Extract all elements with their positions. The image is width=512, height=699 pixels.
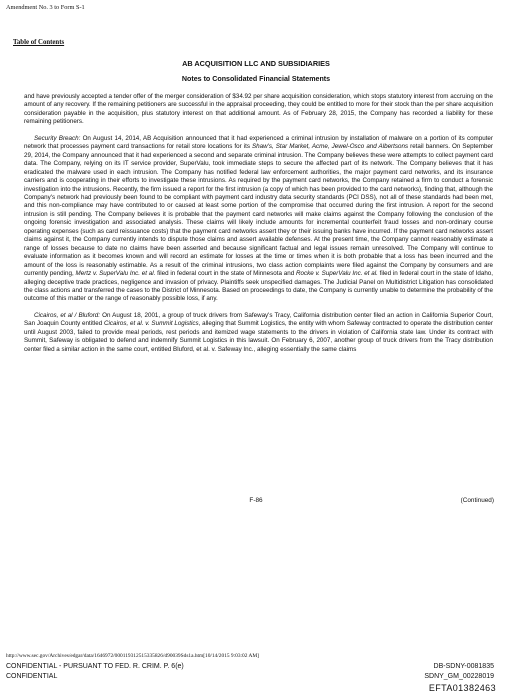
security-breach-text-b: retail banners. On September 29, 2014, the Company announced that it had experienced a second and separate criminal intrusion. The Company believes these were attempts to collect payment card data. The Company, relying on its IT service provider, SuperValu, took immediate steps to secure the affected part of its network. The Company believes that it has eradicated the malware used in each intrusion. The Company has notified federal law enforcement authorities, the major payment card networks, and its insurance carriers and is cooperating in their efforts to investigate these intrusions. As required by the payment card networks, the Company retained a firm to conduct a forensic investigation into the intrusions. Recently, the firm issued a report for the first intrusion (a copy of which has been provided to the card networks), finding that, although the Company's network had previously been found to be compliant with payment card industry data security standards (PCI DSS), not all of these standards had been met, and this non-compliance may have contributed to or caused at least some portion of the compromise that occurred during the first intrusion. A report for the second intrusion is still pending. The Company believes it is probable that the payment card networks will make claims against the Company following the conclusion of the ongoing forensic investigation and associated analysis. These claims will likely include amounts for incremental counterfeit fraud losses and non-ordinary course operating expenses (such as card reissuance costs) that the payment card networks assert they or their issuing banks have incurred. If the payment card networks assert claims against it, the Company currently intends to dispute those claims and assert available defenses. At the present time, the Company cannot reasonably estimate a range of losses because to date no claims have been asserted and because significant factual and legal issues remain unresolved. The Company will continue to evaluate information as it becomes known and will record an estimate for losses at the time or times when it is both probable that a loss has been incurred and the amount of the loss is reasonably estimable. As a result of the criminal intrusions, two class action complaints were filed against the Company by consumers and are currently pending, [24,143,494,278]
bates-number-sdny: SDNY_GM_00228019 [424,673,494,680]
continued-label: (Continued) [460,497,494,504]
paragraph-appraisal-text: and have previously accepted a tender offer of the merger consideration of $34.92 per share acquisition consideration, which stops statutory interest from accruing on the amount of any recovery. If the remaining petitioners are successful in the appraisal proceeding, they could be entitled to more for their stock than the per share acquisition consideration payable in the acquisition, plus statutory interest on that additional amount. As of February 28, 2015, the Company has recorded a liability for these remaining petitioners. [24,93,493,126]
paragraph-security-breach [24,135,493,304]
paragraph-cicairos [24,312,493,354]
page-number: F-86 [249,497,263,504]
amendment-header: Amendment No. 3 to Form S-1 [6,4,85,11]
case-rocke: Rocke v. SuperValu Inc. et al. [295,270,378,278]
document-body [24,93,493,362]
security-breach-text-d: filed in federal court in the state of Idaho, alleging deceptive trade practices, negligence and invasion of privacy. Plaintiffs seek unspecified damages. The Judicial Panel on Multidistrict Litigation has consolidated the class actions and transferred the cases to the District of Minnesota. Based on proceedings to date, the Company is currently unable to determine the probability of the outcome of this matter or the range of reasonably possible loss, if any. [24,270,494,303]
confidential-label: CONFIDENTIAL [6,673,58,680]
security-breach-heading: Security Breach: [34,134,81,142]
case-mertz: Mertz v. SuperValu Inc. et al. [75,270,156,278]
source-url[interactable]: http://www.sec.gov/Archives/edgar/data/1646972/000119312515335826/d90039Sds1a.htm[10/14/2015 9:03:02 AM] [6,653,259,659]
store-banners: Shaw's, Star Market, Acme, Jewel-Osco and Albertsons [252,143,409,151]
case-cicairos: Cicairos, et al. v. Summit Logistics [103,320,199,328]
confidential-notice: CONFIDENTIAL - PURSUANT TO FED. R. CRIM. P. 6(e) [6,663,184,670]
cicairos-text-b: , alleging that Summit Logistics, the entity with whom Safeway contracted to operate the distribution center until August 2003, failed to provide meal periods, rest periods and itemized wage statements to the drivers in violation of California state law. Under its contract with Summit, Safeway is obligated to defend and indemnify Summit Logistics in this lawsuit. On February 6, 2007, another group of truck drivers from the Tracy distribution center filed a similar action in the same court, entitled Bluford, et al. v. Safeway Inc., alleging essentially the same claims [24,320,493,353]
efta-number: EFTA01382463 [428,683,496,693]
security-breach-text-c: filed in federal court in the state of Minnesota and [155,270,296,278]
table-of-contents-link[interactable]: Table of Contents [13,39,65,46]
bates-number-db: DB-SDNY-0081835 [433,663,494,670]
company-title: AB ACQUISITION LLC AND SUBSIDIARIES [182,59,330,68]
paragraph-appraisal [24,93,493,127]
cicairos-text-a: On August 18, 2001, a group of truck drivers from Safeway's Tracy, California distribution center filed an action in California Superior Court, San Joaquin County entitled [24,311,494,328]
cicairos-heading: Cicairos, et al / Bluford: [34,311,101,319]
security-breach-text-a: On August 14, 2014, AB Acquisition announced that it had experienced a criminal intrusion by installation of malware on a portion of its computer network that processes payment card transactions for retail store locations for its [24,134,493,151]
notes-title: Notes to Consolidated Financial Statements [181,75,331,83]
